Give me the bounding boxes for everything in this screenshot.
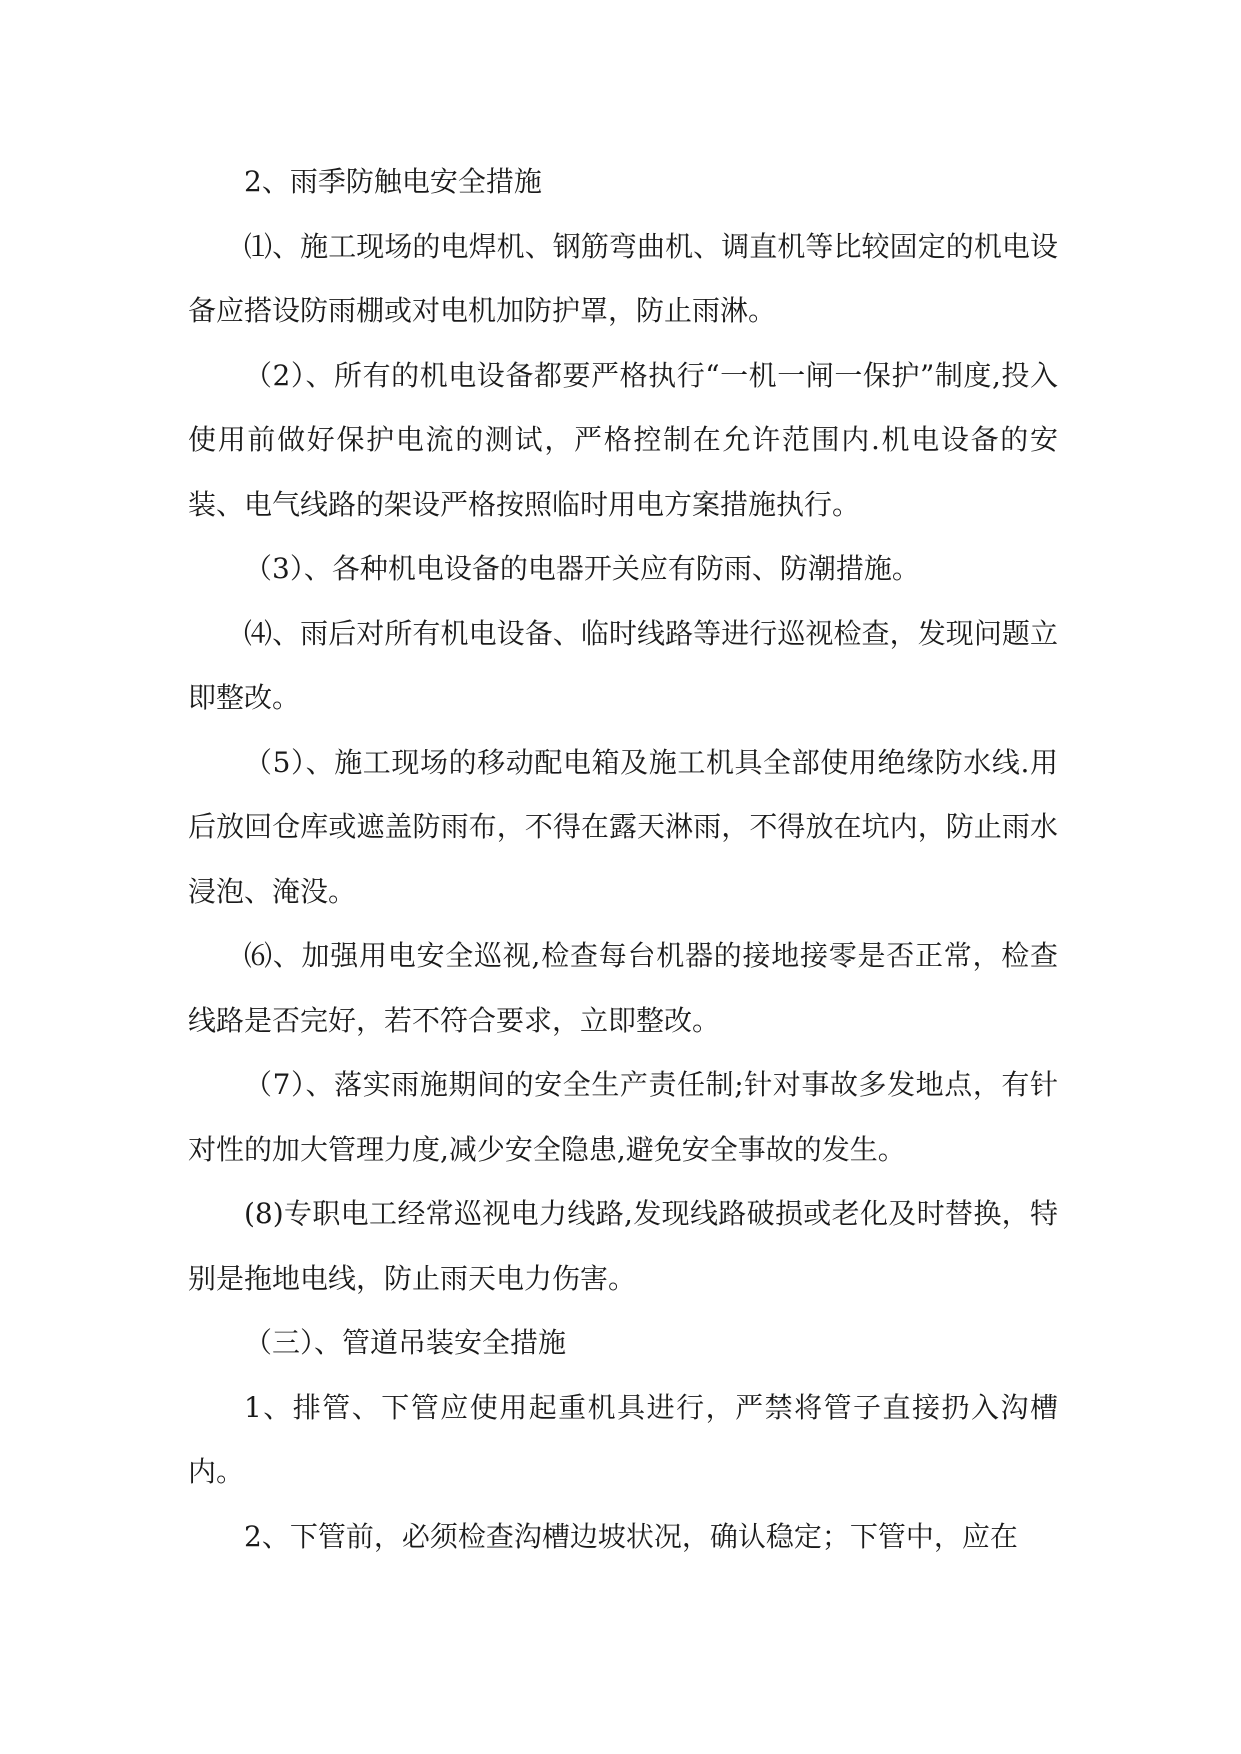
- section-heading-rain-electric-safety: 2、雨季防触电安全措施: [244, 165, 542, 198]
- paragraph-item-5: （5）、施工现场的移动配电箱及施工机具全部使用绝缘防水线.用后放回仓库或遮盖防雨布，不得在露天淋雨，不得放在坑内，防止雨水浸泡、淹没。: [188, 745, 1058, 908]
- paragraph-pipe-item-1: 1、排管、下管应使用起重机具进行，严禁将管子直接扔入沟槽内。: [188, 1390, 1058, 1488]
- paragraph-item-1: ⑴、施工现场的电焊机、钢筋弯曲机、调直机等比较固定的机电设备应搭设防雨棚或对电机加防护罩，防止雨淋。: [188, 229, 1058, 327]
- paragraph-item-8: (8)专职电工经常巡视电力线路,发现线路破损或老化及时替换，特别是拖地电线，防止雨天电力伤害。: [188, 1197, 1058, 1295]
- paragraph-item-7: （7）、落实雨施期间的安全生产责任制;针对事故多发地点，有针对性的加大管理力度,减少安全隐患,避免安全事故的发生。: [188, 1068, 1058, 1166]
- paragraph-item-4: ⑷、雨后对所有机电设备、临时线路等进行巡视检查，发现问题立即整改。: [188, 616, 1058, 714]
- paragraph-item-3: （3）、各种机电设备的电器开关应有防雨、防潮措施。: [244, 552, 920, 585]
- section-heading-pipe-lifting-safety: （三）、管道吊装安全措施: [244, 1326, 567, 1359]
- document-body: [188, 150, 1058, 1569]
- paragraph-item-2: （2）、所有的机电设备都要严格执行“一机一闸一保护”制度,投入使用前做好保护电流的测试，严格控制在允许范围内.机电设备的安装、电气线路的架设严格按照临时用电方案措施执行。: [188, 358, 1058, 521]
- paragraph-pipe-item-2: 2、下管前，必须检查沟槽边坡状况，确认稳定；下管中，应在: [244, 1519, 1018, 1553]
- paragraph-item-6: ⑹、加强用电安全巡视,检查每台机器的接地接零是否正常，检查线路是否完好，若不符合要求，立即整改。: [188, 939, 1058, 1037]
